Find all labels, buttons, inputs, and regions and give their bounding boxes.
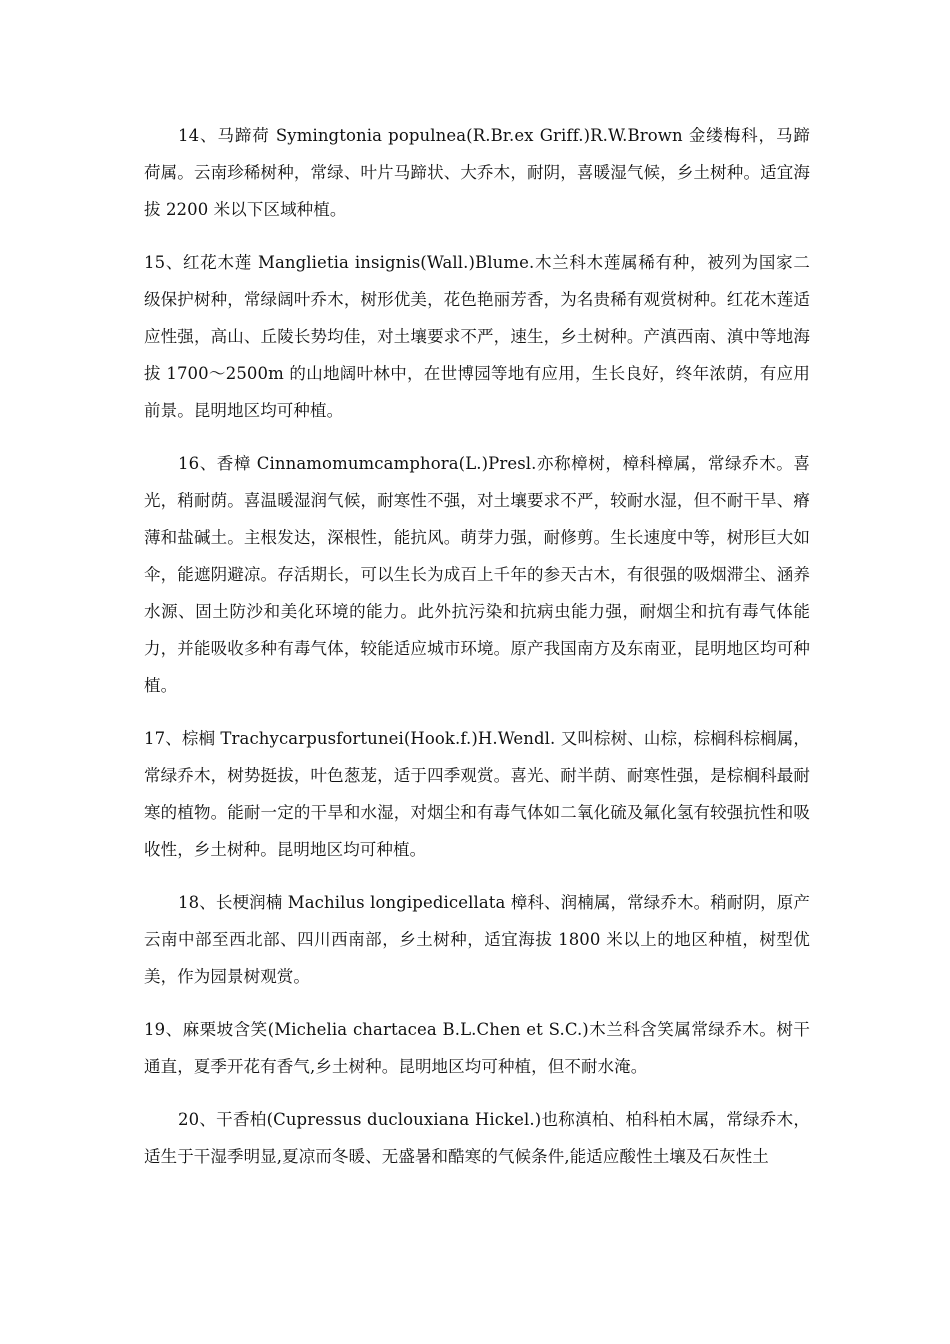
paragraph-item-15: 15、红花木莲 Manglietia insignis(Wall.)Blume.木兰科木莲属稀有种，被列为国家二级保护树种，常绿阔叶乔木，树形优美，花色艳丽芳香，为名贵稀有观赏树种。红花木莲适应性强，高山、丘陵长势均佳，对土壤要求不严，速生，乡土树种。产滇西南、滇中等地海拔 1700～2500m 的山地阔叶林中，在世博园等地有应用，生长良好，终年浓荫，有应用前景。昆明地区均可种植。: [144, 253, 810, 420]
paragraph-item-17: 17、棕榈 Trachycarpusfortunei(Hook.f.)H.Wendl. 又叫棕树、山棕，棕榈科棕榈属，常绿乔木，树势挺拔，叶色葱茏，适于四季观赏。喜光、耐半荫、耐寒性强，是棕榈科最耐寒的植物。能耐一定的干旱和水湿，对烟尘和有毒气体如二氧化硫及氟化氢有较强抗性和吸收性，乡土树种。昆明地区均可种植。: [144, 729, 810, 859]
paragraph-item-20: 20、干香柏(Cupressus duclouxiana Hickel.)也称滇柏、柏科柏木属，常绿乔木，适生于干湿季明显,夏凉而冬暖、无盛暑和酷寒的气候条件,能适应酸性土壤及石灰性土: [144, 1110, 810, 1166]
paragraph-item-19: 19、麻栗坡含笑(Michelia chartacea B.L.Chen et S.C.)木兰科含笑属常绿乔木。树干通直，夏季开花有香气,乡土树种。昆明地区均可种植，但不耐水淹。: [144, 1020, 810, 1076]
paragraph-item-16: 16、香樟 Cinnamomumcamphora(L.)Presl.亦称樟树，樟科樟属，常绿乔木。喜光，稍耐荫。喜温暖湿润气候，耐寒性不强，对土壤要求不严，较耐水湿，但不耐干旱、瘠薄和盐碱土。主根发达，深根性，能抗风。萌芽力强，耐修剪。生长速度中等，树形巨大如伞，能遮阴避凉。存活期长，可以生长为成百上千年的参天古木，有很强的吸烟滞尘、涵养水源、固土防沙和美化环境的能力。此外抗污染和抗病虫能力强，耐烟尘和抗有毒气体能力，并能吸收多种有毒气体，较能适应城市环境。原产我国南方及东南亚，昆明地区均可种植。: [144, 454, 810, 695]
paragraph-item-18: 18、长梗润楠 Machilus longipedicellata 樟科、润楠属，常绿乔木。稍耐阴，原产云南中部至西北部、四川西南部，乡土树种，适宜海拔 1800 米以上的地区种植，树型优美，作为园景树观赏。: [144, 893, 810, 986]
paragraph-item-14: 14、马蹄荷 Symingtonia populnea(R.Br.ex Griff.)R.W.Brown 金缕梅科，马蹄荷属。云南珍稀树种，常绿、叶片马蹄状、大乔木，耐阴，喜暖湿气候，乡土树种。适宜海拔 2200 米以下区域种植。: [144, 126, 810, 219]
